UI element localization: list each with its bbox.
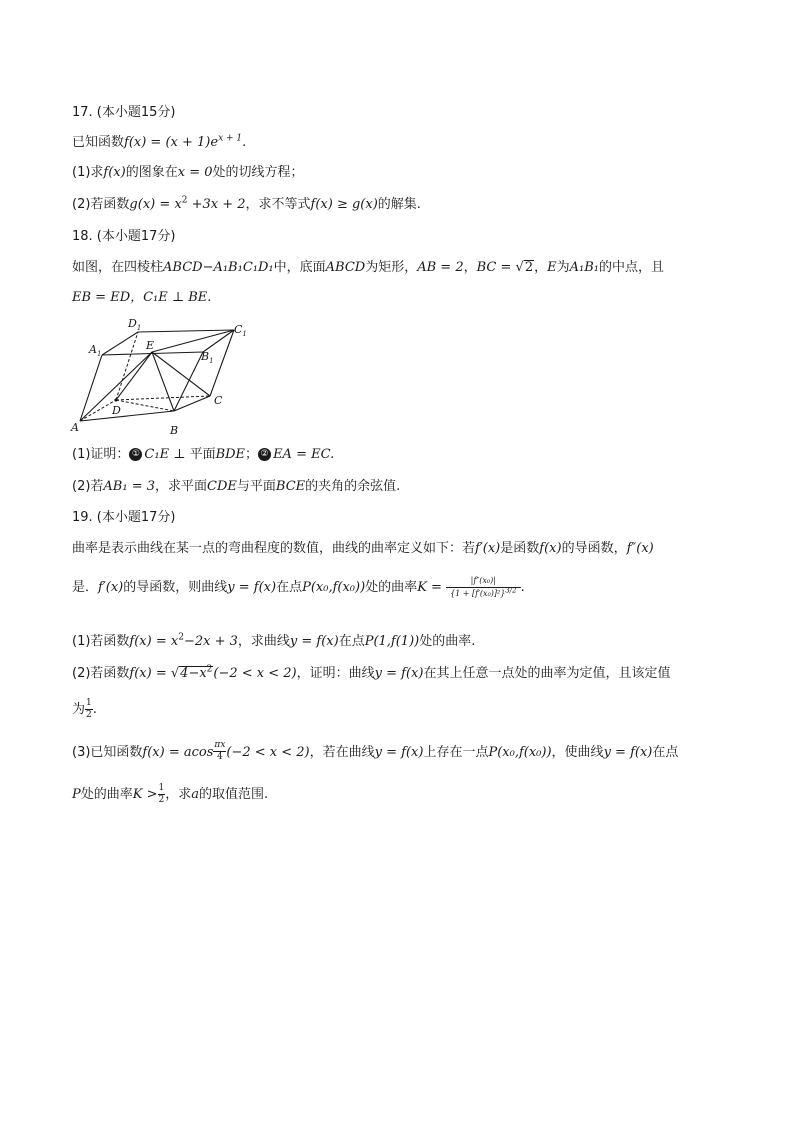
curvature-numerator: |f″(x₀)| — [446, 575, 521, 588]
label-A1: $A_1$ — [89, 343, 102, 358]
q19-l2-p: P(x₀,f(x₀)) — [302, 580, 366, 595]
q18-p1-b: EA = EC. — [273, 447, 335, 462]
q19-p1-y: y = f(x) — [289, 634, 339, 649]
q19-header — [72, 509, 176, 527]
label-D1: $D_1$ — [128, 318, 142, 332]
q18-l1-f: 为 — [556, 260, 570, 275]
q19-p3-f: f(x) = acos — [142, 745, 214, 760]
q17-header — [72, 104, 176, 122]
sqrt-symbol: √ — [170, 666, 180, 681]
frac-den: 2 — [158, 795, 165, 805]
q18-p2-cde: CDE — [207, 479, 237, 494]
label-E: E — [146, 339, 155, 352]
q19-p2-label: (2)若函数 — [72, 666, 130, 681]
prism-figure — [70, 318, 260, 438]
q19-l2-c: 在点 — [276, 580, 303, 595]
q17-p1-end: 处的切线方程； — [212, 165, 304, 180]
curvature-den-base: {1 + [f′(x₀)]²} — [450, 589, 506, 598]
q19-intro — [72, 540, 654, 558]
q18-sqrt-value: 2 — [524, 260, 534, 275]
q19-l2-end: . — [520, 580, 525, 595]
label-B: B — [170, 424, 179, 437]
q19-intro-c: 的导函数， — [561, 541, 627, 556]
q19-l2-d: 处的曲率 — [365, 580, 418, 595]
q18-l1-sep: ， — [463, 260, 477, 275]
q19-p3-y2: y = f(x) — [603, 745, 653, 760]
q18-p2-bce: BCE — [275, 479, 306, 494]
q17-p1-fx: f(x) — [103, 165, 126, 180]
q17-p1-mid: 的图象在 — [125, 165, 178, 180]
frac-num: 1 — [86, 698, 92, 708]
cos-arg-den: 4 — [217, 752, 223, 762]
edge-ED — [116, 352, 152, 400]
label-D: D — [112, 404, 121, 417]
curvature-denominator — [446, 588, 521, 600]
q19-p1-end: 处的曲率. — [419, 634, 476, 649]
q18-bc: BC = — [476, 260, 516, 275]
q18-p2-with: 与平面 — [236, 479, 276, 494]
q19-p2-y: y = f(x) — [374, 666, 424, 681]
q19-p1-label: (1)若函数 — [72, 634, 130, 649]
q19-p2-l2: 为 — [72, 702, 86, 717]
edge-B1C1 — [203, 330, 234, 352]
q18-p1-plane: 平面 — [189, 447, 216, 462]
q17-p1-cond: x = 0 — [177, 165, 213, 180]
q17-p2-mid: ，求不等式 — [245, 197, 311, 212]
q17-exponent: x + 1 — [218, 133, 243, 144]
q19-intro-a: 曲率是表示曲线在某一点的弯曲程度的数值，曲线的曲率定义如下：若 — [72, 541, 476, 556]
q17-p2-ineq: f(x) ≥ g(x) — [310, 197, 378, 212]
q17-p2-g: g(x) = x — [129, 197, 182, 212]
edge-DD1 — [116, 332, 138, 400]
q18-ab: AB = 2 — [417, 260, 464, 275]
edge-D1A1 — [102, 332, 138, 355]
q18-p2-end: 的夹角的余弦值. — [305, 479, 401, 494]
q19-l2-y: y = f(x) — [227, 580, 277, 595]
q18-p1-sep: ； — [245, 447, 259, 462]
edge-C1D1 — [138, 330, 234, 332]
q19-p3-l2-b: ，求 — [165, 787, 192, 802]
q18-e: E — [547, 260, 557, 275]
circled-2: ② — [258, 448, 271, 461]
cos-argument — [213, 740, 226, 763]
q19-intro-fp: f′(x) — [475, 541, 501, 556]
q19-p3-a: a — [191, 787, 200, 802]
curvature-formula — [446, 575, 521, 600]
q19-intro-b: 是函数 — [500, 541, 540, 556]
q18-a1b1: A₁B₁ — [569, 260, 599, 275]
q19-p2-l2-end: . — [92, 702, 97, 717]
q19-p3-dom: (−2 < x < 2) — [226, 745, 310, 760]
q18-l1-b: 中，底面 — [273, 260, 326, 275]
q19-p3-l2-p: P — [72, 787, 81, 802]
label-C1: $C_1$ — [234, 323, 247, 338]
frac-num: 1 — [158, 783, 165, 793]
q19-p1-mid: ，求曲线 — [237, 634, 290, 649]
q19-p3-y: y = f(x) — [374, 745, 424, 760]
label-C: C — [214, 394, 223, 407]
q19-p3-l2-end: 的取值范围. — [199, 787, 269, 802]
edge-EC1 — [152, 330, 234, 352]
q19-part2-cont — [72, 698, 97, 722]
q17-p2-label: (2)若函数 — [72, 197, 130, 212]
q18-p2-label: (2)若 — [72, 479, 104, 494]
q18-header-text: 18. (本小题17分) — [72, 229, 176, 244]
edge-BB1 — [174, 352, 203, 411]
frac-den: 2 — [86, 710, 92, 720]
q19-l2-b: 的导函数，则曲线 — [123, 580, 228, 595]
edge-BC — [174, 396, 210, 411]
q17-part2 — [72, 196, 421, 214]
q19-p2-rad-sup: 2 — [206, 664, 213, 675]
q17-p2-end: 的解集. — [377, 197, 421, 212]
q18-prism: ABCD−A₁B₁C₁D₁ — [163, 260, 274, 275]
q19-p3-k: K > — [132, 787, 158, 802]
q18-line1 — [72, 259, 664, 277]
q18-l1-a: 如图，在四棱柱 — [72, 260, 164, 275]
edge-CC1 — [210, 330, 234, 396]
q17-stem-text: 已知函数 — [72, 135, 125, 150]
q18-l1-d: ， — [534, 260, 548, 275]
q19-header-text: 19. (本小题17分) — [72, 510, 176, 525]
q19-part3 — [72, 740, 678, 766]
q17-stem — [72, 134, 246, 152]
q18-l1-c: 为矩形， — [365, 260, 418, 275]
q19-part1 — [72, 633, 475, 651]
q19-p2-rad: 4−x — [180, 666, 207, 681]
curvature-den-exp: 3/2 — [505, 586, 517, 595]
q19-part3-cont — [72, 783, 268, 807]
q18-p1-a: C₁E ⊥ — [144, 447, 190, 462]
edge-DB — [116, 400, 174, 411]
cos-arg-num: πx — [214, 740, 226, 750]
q19-l2-k: K = — [417, 580, 447, 595]
q17-p1-label: (1)求 — [72, 165, 104, 180]
q19-l2-fp: f′(x) — [98, 580, 124, 595]
label-B1: $B_1$ — [201, 350, 214, 365]
q19-p1-at: 在点 — [338, 634, 365, 649]
q19-p1-f: f(x) = x — [129, 634, 179, 649]
q19-p1-p: P(1,f(1)) — [364, 634, 420, 649]
q19-intro-f: f(x) — [539, 541, 562, 556]
q18-p2-mid: ，求平面 — [155, 479, 208, 494]
q17-period: . — [242, 135, 247, 150]
q19-definition — [72, 574, 525, 602]
q18-part2 — [72, 478, 400, 496]
q18-part1 — [72, 446, 334, 464]
q17-function: f(x) = (x + 1)e — [124, 135, 219, 150]
q19-p1-rest: −2x + 3 — [183, 634, 238, 649]
sqrt-symbol: √ — [515, 260, 524, 275]
edge-DC — [116, 396, 210, 400]
q19-p3-mid3: ，使曲线 — [551, 745, 604, 760]
q18-conditions: EB = ED，C₁E ⊥ BE. — [72, 290, 212, 305]
label-A: A — [71, 421, 79, 434]
q17-p2-g-sup: 2 — [181, 195, 188, 206]
q19-p1-sup: 2 — [178, 632, 184, 643]
q19-p2-dom: (−2 < x < 2) — [213, 666, 297, 681]
q19-p2-radicand — [179, 666, 213, 681]
q19-intro-fpp: f″(x) — [626, 541, 654, 556]
fraction-half — [85, 698, 93, 721]
q18-p1-label: (1)证明： — [72, 447, 130, 462]
q17-header-text: 17. (本小题15分) — [72, 105, 176, 120]
q19-p3-end: 在点 — [652, 745, 679, 760]
q18-l1-g: 的中点，且 — [599, 260, 665, 275]
circled-1: ① — [129, 448, 142, 461]
q17-part1 — [72, 164, 304, 182]
q19-l2-a: 是． — [72, 580, 99, 595]
q18-p1-bde: BDE — [215, 447, 246, 462]
q18-p2-cond: AB₁ = 3 — [103, 479, 156, 494]
q19-p2-f: f(x) = — [129, 666, 171, 681]
q18-base: ABCD — [325, 260, 366, 275]
q19-p3-mid: ，若在曲线 — [309, 745, 375, 760]
q18-header — [72, 228, 176, 246]
q19-p3-mid2: 上存在一点 — [423, 745, 489, 760]
point-D — [114, 398, 117, 401]
q19-p2-mid: ，证明：曲线 — [296, 666, 375, 681]
q19-part2 — [72, 665, 670, 683]
q19-p3-l2-a: 处的曲率 — [80, 787, 133, 802]
q18-line2 — [72, 289, 211, 307]
q19-p2-end: 在其上任意一点处的曲率为定值，且该定值 — [423, 666, 671, 681]
q19-p3-label: (3)已知函数 — [72, 745, 143, 760]
q19-p3-p: P(x₀,f(x₀)) — [488, 745, 552, 760]
q17-p2-g-rest: +3x + 2 — [187, 197, 246, 212]
